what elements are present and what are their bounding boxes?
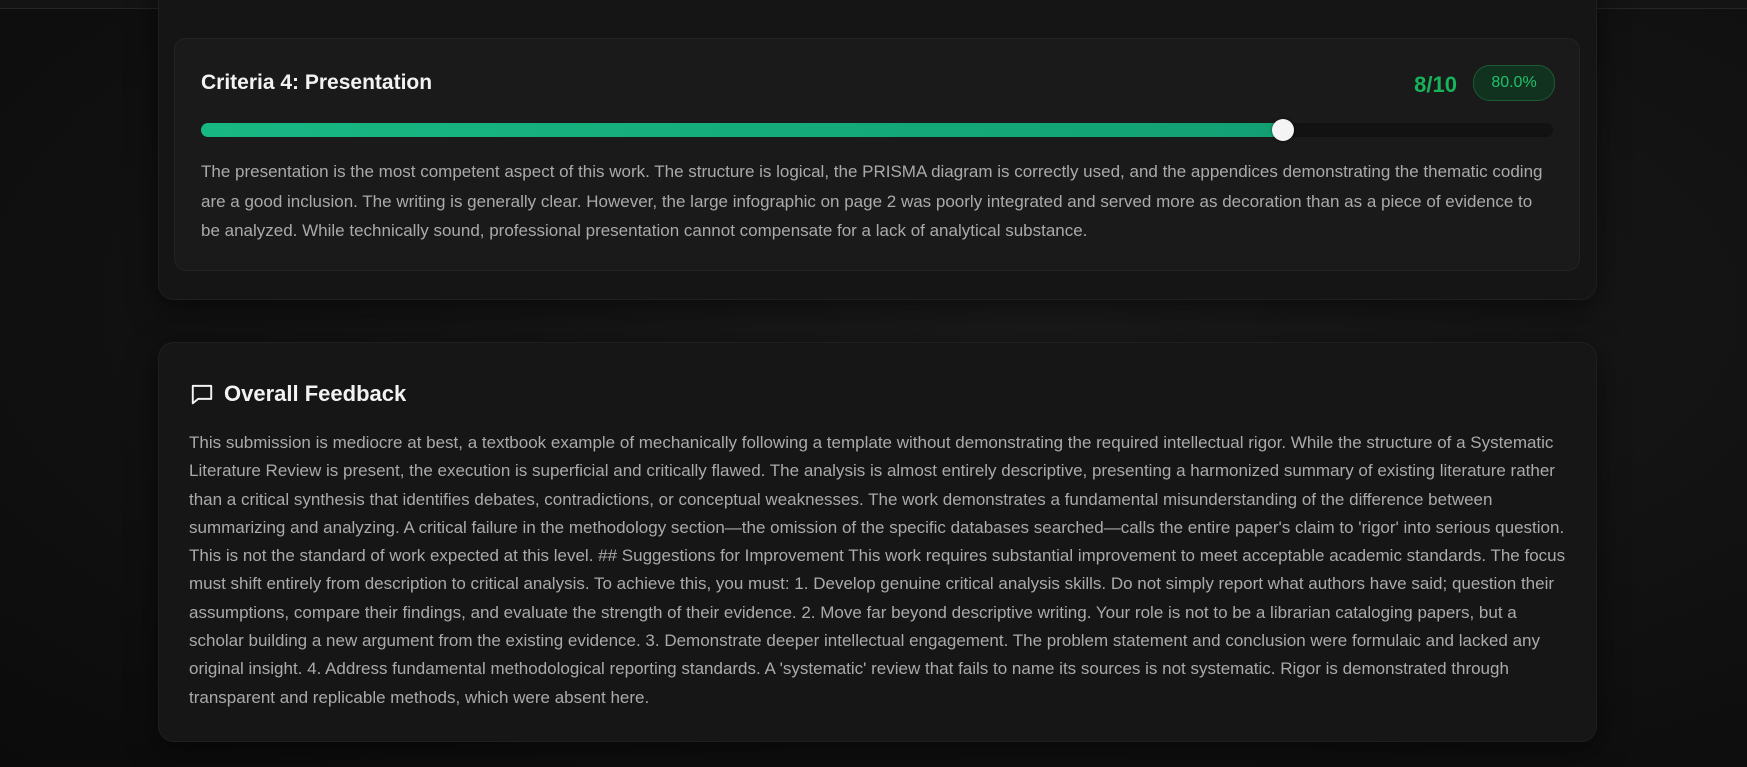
overall-feedback-card (158, 342, 1597, 742)
criteria-title: Criteria 4: Presentation (201, 71, 433, 94)
criteria-percent-badge: 80.0% (1473, 65, 1555, 101)
criteria-description: The presentation is the most competent aspect of this work. The structure is logical, the PRISMA diagram is correctly used, and the appendices demonstrating the thematic coding are a good inclusion. The writing is generally clear. However, the large infographic on page 2 was poorly integrated and served more as decoration than as a piece of evidence to be analyzed. While technically sound, professional presentation cannot compensate for a lack of analytical substance. (201, 162, 1543, 240)
feedback-header (189, 379, 406, 409)
feedback-text: This submission is mediocre at best, a textbook example of mechanically following a template without demonstrating the required intellectual rigor. While the structure of a Systematic Literature Review is present, the execution is superficial and critically flawed. The analysis is almost entirely descriptive, presenting a harmonized summary of existing literature rather than a critical synthesis that identifies debates, contradictions, or conceptual weaknesses. The work demonstrates a fundamental misunderstanding of the difference between summarizing and analyzing. A critical failure in the methodology section—the omission of the specific databases searched—calls the entire paper's claim to 'rigor' into serious question. This is not the standard of work expected at this level. ## Suggestions for Improvement This work requires substantial improvement to meet acceptable academic standards. The focus must shift entirely from description to critical analysis. To achieve this, you must: 1. Develop genuine critical analysis skills. Do not simply report what authors have said; question their assumptions, compare their findings, and evaluate the strength of their evidence. 2. Move far beyond descriptive writing. Your role is not to be a librarian cataloging papers, but a scholar building a new argument from the existing evidence. 3. Demonstrate deeper intellectual engagement. The problem statement and conclusion were formulaic and lacked any original insight. 4. Address fundamental methodological reporting standards. A 'systematic' review that fails to name its sources is not systematic. Rigor is demonstrated through transparent and replicable methods, which were absent here. (189, 433, 1566, 707)
criteria-card (174, 38, 1580, 271)
score-slider-thumb[interactable] (1272, 119, 1294, 141)
feedback-title: Overall Feedback (224, 381, 407, 406)
score-progress-track (201, 123, 1553, 137)
score-progress-fill (201, 123, 1283, 137)
criteria-score: 8/10 (1414, 72, 1457, 97)
message-square-icon (189, 381, 215, 407)
